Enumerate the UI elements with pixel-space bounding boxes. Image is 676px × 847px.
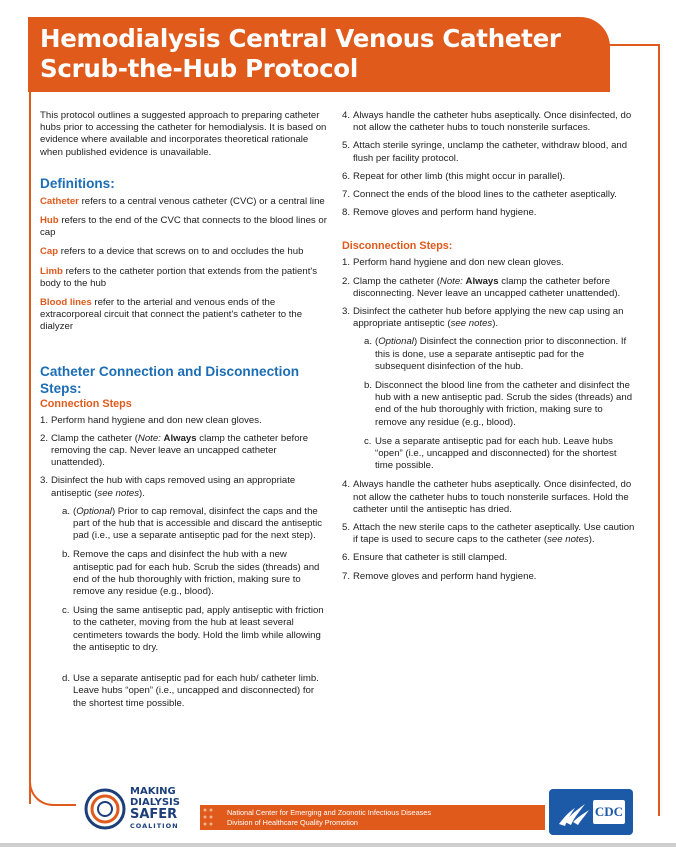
step-text: Remove gloves and perform hand hygiene. — [353, 570, 537, 582]
step-text: Repeat for other limb (this might occur in parallel). — [353, 170, 566, 182]
title-banner — [28, 17, 610, 92]
step-text: (Optional) Prior to cap removal, disinfect the caps and the part of the hub that is accessible and discard the antiseptic pad (i.e., use a separate antiseptic pad for the next step). — [73, 505, 323, 542]
step-text: Use a separate antiseptic pad for each hub/ catheter limb. Leave hubs “open” (i.e., uncapped and disconnected) for the shortest time possible. — [73, 673, 319, 709]
definition-cap — [40, 246, 330, 258]
frame-line-right — [658, 44, 660, 816]
connection-steps-list-continued — [342, 110, 636, 219]
right-column — [342, 110, 636, 589]
connection-step-8 — [342, 207, 636, 219]
step-text: Remove gloves and perform hand hygiene. — [353, 207, 537, 219]
disconnection-steps-heading: Disconnection Steps: — [342, 240, 453, 253]
definition-term: Blood lines — [40, 297, 92, 309]
step-number: c. — [62, 605, 70, 617]
step-text: Clamp the catheter (Note: Always clamp the catheter before removing the cap. Never leave an uncapped catheter unattended). — [51, 432, 309, 469]
connection-step-4 — [342, 110, 636, 134]
step-text: Attach the new sterile caps to the catheter aseptically. Use caution if tape is used to secure caps to the catheter (see notes). — [353, 522, 635, 546]
title-line-1: Hemodialysis Central Venous Catheter — [40, 24, 561, 53]
step-text: Using the same antiseptic pad, apply antiseptic with friction to the catheter, moving from the hub at least several centimeters towards the body. Hold the limb while allowing the antiseptic to dry. — [73, 605, 324, 653]
logo-word-2: DIALYSIS — [130, 797, 180, 808]
intro-paragraph: This protocol outlines a suggested approach to preparing catheter hubs prior to accessing the catheter for hemodialysis. It is based on evidence where available and incorporates theoretical rationale when published evidence is unavailable. — [40, 110, 327, 158]
frame-line-top — [606, 44, 660, 46]
connection-step-3c — [62, 605, 330, 654]
disconnection-step-3b — [364, 380, 636, 429]
step-number: 7. — [342, 189, 351, 201]
connection-step-3d — [62, 673, 330, 710]
step-text: Disconnect the blood line from the catheter and disinfect the hub with a new antiseptic pad. Scrub the sides (threads) and end of the hub thoroughly with friction, making sure to remove any residue (e.g., blood). — [375, 380, 633, 428]
definition-term: Catheter — [40, 195, 79, 207]
definition-text: refers to the catheter portion that extends from the patient's body to the hub — [40, 265, 317, 289]
definition-term: Hub — [40, 215, 59, 227]
step-number: c. — [364, 435, 372, 447]
step-text: Remove the caps and disinfect the hub with a new antiseptic pad for each hub. Scrub the sides (threads) and end of the hub thoroughly with friction, making sure to remove any residue (e.g., blood). — [73, 549, 320, 598]
step-number: 6. — [342, 170, 351, 182]
disconnection-step-2 — [342, 276, 636, 300]
title-line-2: Scrub-the-Hub Protocol — [40, 54, 358, 83]
definition-text: refers to a central venous catheter (CVC) or a central line — [78, 195, 325, 207]
step-number: a. — [62, 505, 71, 517]
connection-step-3 — [40, 475, 330, 499]
step-number: a. — [364, 336, 373, 348]
step-number: 2. — [40, 432, 49, 444]
frame-corner-bottom-left — [29, 780, 55, 806]
connection-step-1 — [40, 415, 330, 427]
step-number: d. — [62, 673, 71, 685]
section-heading: Catheter Connection and Disconnection Steps: — [40, 363, 300, 396]
step-number: 5. — [342, 522, 351, 534]
disconnection-step-1 — [342, 257, 636, 269]
frame-line-left — [29, 90, 31, 804]
step-text: Ensure that catheter is still clamped. — [353, 552, 508, 564]
step-number: 1. — [40, 414, 49, 426]
step-number: b. — [62, 549, 71, 561]
definitions-heading: Definitions: — [40, 175, 115, 191]
step-text: Perform hand hygiene and don new clean gloves. — [353, 257, 564, 269]
definition-limb — [40, 266, 330, 290]
connection-steps-list — [40, 415, 330, 710]
definition-text: refers to the end of the CVC that connects to the blood lines or cap — [40, 215, 327, 239]
page-bottom-divider — [0, 843, 676, 847]
cdc-logo-text: CDC — [594, 804, 624, 819]
step-number: b. — [364, 380, 373, 392]
connection-step-2 — [40, 433, 330, 470]
logo-word-1: MAKING — [130, 786, 176, 797]
step-text: Always handle the catheter hubs aseptically. Once disinfected, do not allow the catheter hubs to touch nonsterile surfaces. Hold the catheter until the antiseptic has dried. — [353, 479, 632, 515]
logo-word-3: SAFER — [130, 807, 178, 822]
disconnection-step-4 — [342, 479, 636, 516]
connection-step-7 — [342, 189, 636, 201]
frame-line-bottom — [54, 804, 76, 806]
definition-term: Limb — [40, 265, 63, 277]
step-number: 3. — [40, 475, 49, 487]
disconnection-step-3a — [364, 336, 636, 373]
step-text: Disinfect the hub with caps removed using an appropriate antiseptic (see notes). — [51, 475, 296, 499]
connection-step-5 — [342, 140, 636, 164]
definition-hub — [40, 215, 330, 239]
footer-line-2: Division of Healthcare Quality Promotion — [227, 818, 358, 827]
step-text: Perform hand hygiene and don new clean gloves. — [51, 414, 262, 426]
connection-step-3a — [62, 506, 330, 543]
logo-word-4: COALITION — [130, 822, 179, 830]
step-number: 3. — [342, 306, 351, 318]
step-text: Attach sterile syringe, unclamp the catheter, withdraw blood, and flush per facility protocol. — [353, 140, 628, 164]
step-number: 1. — [342, 257, 351, 269]
step-number: 6. — [342, 552, 351, 564]
disconnection-steps-list — [342, 257, 636, 582]
making-dialysis-safer-logo — [84, 786, 180, 832]
definition-text: refers to a device that screws on to and occludes the hub — [58, 246, 304, 258]
definition-term: Cap — [40, 246, 59, 258]
definition-text: refer to the arterial and venous ends of the extracorporeal circuit that connect the patient's catheter to the dialyzer — [40, 297, 303, 333]
step-number: 4. — [342, 110, 351, 121]
cdc-logo — [593, 800, 625, 824]
step-number: 7. — [342, 570, 351, 582]
step-text: (Optional) Disinfect the connection prior to disconnection. If this is done, use a separate antiseptic pad for the subsequent disinfection of the hub. — [375, 336, 627, 372]
step-text: Always handle the catheter hubs aseptically. Once disinfected, do not allow the catheter hubs to touch nonsterile surfaces. — [353, 110, 632, 134]
step-number: 8. — [342, 207, 351, 219]
disconnection-step-5 — [342, 522, 636, 546]
logo-wordmark — [130, 786, 180, 832]
disconnection-step-7 — [342, 571, 636, 583]
step-text: Use a separate antiseptic pad for each hub. Leave hubs “open” (i.e., uncapped and disconnected) for the shortest time possible. — [375, 435, 617, 472]
disconnection-step-3c — [364, 436, 636, 473]
page-title — [40, 24, 610, 84]
disconnection-step-3 — [342, 306, 636, 330]
step-text: Connect the ends of the blood lines to the catheter aseptically. — [353, 189, 617, 201]
definition-catheter — [40, 196, 330, 208]
footer-bar — [200, 805, 545, 830]
coalition-circle-icon — [84, 788, 126, 830]
footer-dots-icon — [200, 805, 218, 830]
connection-steps-heading: Connection Steps — [40, 397, 132, 410]
footer-line-1: National Center for Emerging and Zoonotic Infectious Diseases — [227, 808, 432, 817]
step-number: 2. — [342, 275, 351, 287]
spacer — [40, 661, 330, 673]
hhs-eagle-icon — [553, 792, 593, 832]
disconnection-step-6 — [342, 552, 636, 564]
step-text: Clamp the catheter (Note: Always clamp the catheter before disconnecting. Never leave an uncapped catheter unattended). — [353, 275, 621, 299]
connection-step-6 — [342, 171, 636, 183]
step-number: 4. — [342, 479, 351, 491]
step-number: 5. — [342, 140, 351, 152]
definition-blood-lines — [40, 297, 330, 334]
left-column — [40, 110, 330, 717]
connection-step-3b — [62, 549, 330, 598]
step-text: Disinfect the catheter hub before applying the new cap using an appropriate antiseptic (see notes). — [353, 306, 624, 330]
